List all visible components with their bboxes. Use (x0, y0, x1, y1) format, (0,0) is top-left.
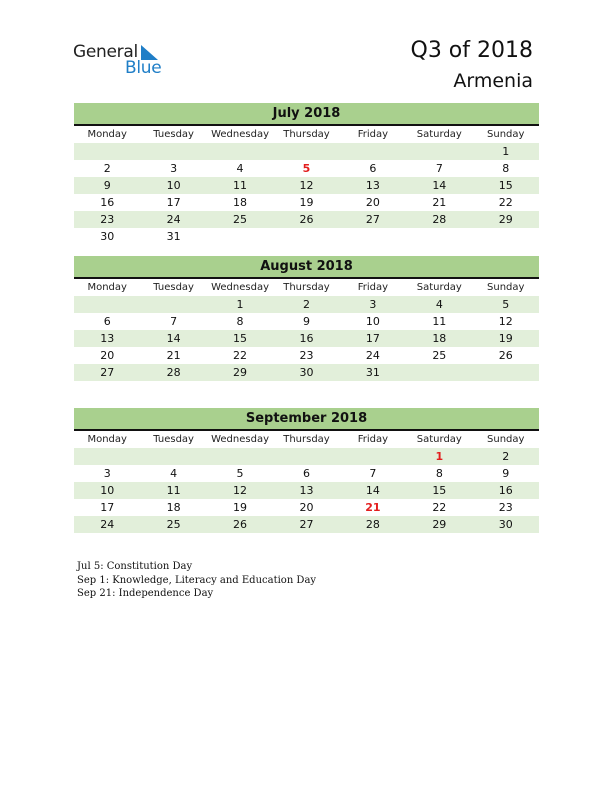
weekday-label: Friday (357, 282, 389, 293)
week-row (74, 330, 539, 347)
day-cell: 24 (166, 213, 181, 226)
day-cell: 13 (299, 484, 314, 497)
day-cell: 3 (170, 162, 178, 175)
general-blue-logo (73, 42, 173, 78)
day-cell: 27 (100, 366, 115, 379)
day-cell: 29 (498, 213, 513, 226)
logo-text-blue: Blue (125, 58, 162, 78)
day-cell: 9 (103, 179, 111, 192)
day-cell: 20 (100, 349, 115, 362)
day-cell: 4 (435, 298, 443, 311)
week-row (74, 482, 539, 499)
day-cell: 16 (100, 196, 115, 209)
weekday-label: Sunday (487, 434, 525, 445)
day-cell: 12 (498, 315, 513, 328)
weekday-label: Saturday (416, 129, 462, 140)
day-cell: 30 (498, 518, 513, 531)
day-cell: 28 (432, 213, 447, 226)
month-calendar-september (74, 408, 539, 533)
day-cell: 30 (100, 230, 115, 243)
week-row (74, 499, 539, 516)
week-row (74, 177, 539, 194)
day-cell: 18 (233, 196, 248, 209)
day-cell: 27 (365, 213, 380, 226)
day-cell: 18 (166, 501, 181, 514)
day-cell: 6 (302, 467, 310, 480)
day-cell: 23 (299, 349, 314, 362)
day-cell: 7 (170, 315, 178, 328)
day-cell: 26 (233, 518, 248, 531)
day-cell: 17 (100, 501, 115, 514)
day-cell: 14 (166, 332, 181, 345)
weekday-label: Sunday (487, 282, 525, 293)
month-calendar-august (74, 256, 539, 381)
day-cell: 28 (166, 366, 181, 379)
day-cell: 15 (233, 332, 248, 345)
day-cell: 1 (502, 145, 510, 158)
holiday-day-cell: 5 (302, 162, 311, 175)
weekday-label: Monday (87, 282, 127, 293)
day-cell: 24 (365, 349, 380, 362)
day-cell: 13 (365, 179, 380, 192)
week-row (74, 228, 539, 245)
weekday-label: Tuesday (153, 434, 194, 445)
day-cell: 5 (236, 467, 244, 480)
weekday-label: Wednesday (211, 129, 269, 140)
day-cell: 31 (166, 230, 181, 243)
day-cell: 9 (302, 315, 310, 328)
month-calendar-july (74, 103, 539, 245)
day-cell: 1 (236, 298, 244, 311)
day-cell: 11 (432, 315, 447, 328)
month-title: August 2018 (74, 256, 539, 279)
day-cell: 8 (502, 162, 510, 175)
day-cell: 31 (365, 366, 380, 379)
weekday-label: Thursday (283, 129, 330, 140)
day-cell: 6 (369, 162, 377, 175)
day-cell: 7 (435, 162, 443, 175)
week-row (74, 465, 539, 482)
holiday-day-cell: 1 (435, 450, 444, 463)
day-cell: 21 (432, 196, 447, 209)
day-cell: 3 (103, 467, 111, 480)
weekday-label: Tuesday (153, 282, 194, 293)
day-cell: 8 (435, 467, 443, 480)
day-cell: 28 (365, 518, 380, 531)
logo-text-general: General (73, 42, 138, 62)
day-cell: 14 (365, 484, 380, 497)
day-cell: 14 (432, 179, 447, 192)
day-cell: 29 (233, 366, 248, 379)
day-cell: 25 (233, 213, 248, 226)
day-cell: 24 (100, 518, 115, 531)
day-cell: 12 (299, 179, 314, 192)
day-cell: 11 (166, 484, 181, 497)
day-cell: 7 (369, 467, 377, 480)
day-cell: 5 (502, 298, 510, 311)
day-cell: 22 (432, 501, 447, 514)
day-cell: 17 (166, 196, 181, 209)
weekday-label: Tuesday (153, 129, 194, 140)
day-cell: 18 (432, 332, 447, 345)
week-row (74, 347, 539, 364)
week-row (74, 516, 539, 533)
country-subtitle: Armenia (453, 70, 533, 92)
day-cell: 10 (100, 484, 115, 497)
day-cell: 16 (299, 332, 314, 345)
weekday-header-row (74, 431, 539, 448)
day-cell: 10 (365, 315, 380, 328)
week-row (74, 211, 539, 228)
weekday-label: Monday (87, 434, 127, 445)
day-cell: 19 (299, 196, 314, 209)
week-row (74, 296, 539, 313)
day-cell: 29 (432, 518, 447, 531)
day-cell: 22 (233, 349, 248, 362)
weekday-label: Saturday (416, 282, 462, 293)
day-cell: 19 (498, 332, 513, 345)
weekday-label: Sunday (487, 129, 525, 140)
holiday-note: Jul 5: Constitution Day (77, 561, 193, 572)
day-cell: 30 (299, 366, 314, 379)
holiday-day-cell: 21 (365, 501, 381, 514)
weekday-header-row (74, 126, 539, 143)
day-cell: 4 (170, 467, 178, 480)
weekday-label: Wednesday (211, 282, 269, 293)
week-row (74, 160, 539, 177)
weekday-label: Thursday (283, 282, 330, 293)
day-cell: 20 (299, 501, 314, 514)
week-row (74, 364, 539, 381)
month-title: July 2018 (74, 103, 539, 126)
day-cell: 2 (502, 450, 510, 463)
weekday-label: Friday (357, 434, 389, 445)
day-cell: 25 (166, 518, 181, 531)
day-cell: 6 (103, 315, 111, 328)
holiday-note: Sep 1: Knowledge, Literacy and Education Day (77, 574, 317, 586)
day-cell: 2 (302, 298, 310, 311)
day-cell: 27 (299, 518, 314, 531)
day-cell: 15 (432, 484, 447, 497)
day-cell: 20 (365, 196, 380, 209)
day-cell: 10 (166, 179, 181, 192)
day-cell: 23 (100, 213, 115, 226)
day-cell: 17 (365, 332, 380, 345)
holiday-notes (77, 560, 316, 601)
day-cell: 21 (166, 349, 181, 362)
day-cell: 23 (498, 501, 513, 514)
day-cell: 3 (369, 298, 377, 311)
day-cell: 8 (236, 315, 244, 328)
weekday-header-row (74, 279, 539, 296)
week-row (74, 194, 539, 211)
week-row (74, 313, 539, 330)
day-cell: 13 (100, 332, 115, 345)
day-cell: 26 (498, 349, 513, 362)
day-cell: 4 (236, 162, 244, 175)
weekday-label: Thursday (283, 434, 330, 445)
week-row (74, 143, 539, 160)
day-cell: 26 (299, 213, 314, 226)
month-title: September 2018 (74, 408, 539, 431)
page-title: Q3 of 2018 (410, 38, 533, 63)
weekday-label: Friday (357, 129, 389, 140)
day-cell: 12 (233, 484, 248, 497)
day-cell: 16 (498, 484, 513, 497)
weekday-label: Wednesday (211, 434, 269, 445)
day-cell: 25 (432, 349, 447, 362)
day-cell: 19 (233, 501, 248, 514)
day-cell: 15 (498, 179, 513, 192)
week-row (74, 448, 539, 465)
weekday-label: Monday (87, 129, 127, 140)
weekday-label: Saturday (416, 434, 462, 445)
day-cell: 2 (103, 162, 111, 175)
day-cell: 11 (233, 179, 248, 192)
day-cell: 9 (502, 467, 510, 480)
day-cell: 22 (498, 196, 513, 209)
holiday-note: Sep 21: Independence Day (77, 588, 214, 600)
